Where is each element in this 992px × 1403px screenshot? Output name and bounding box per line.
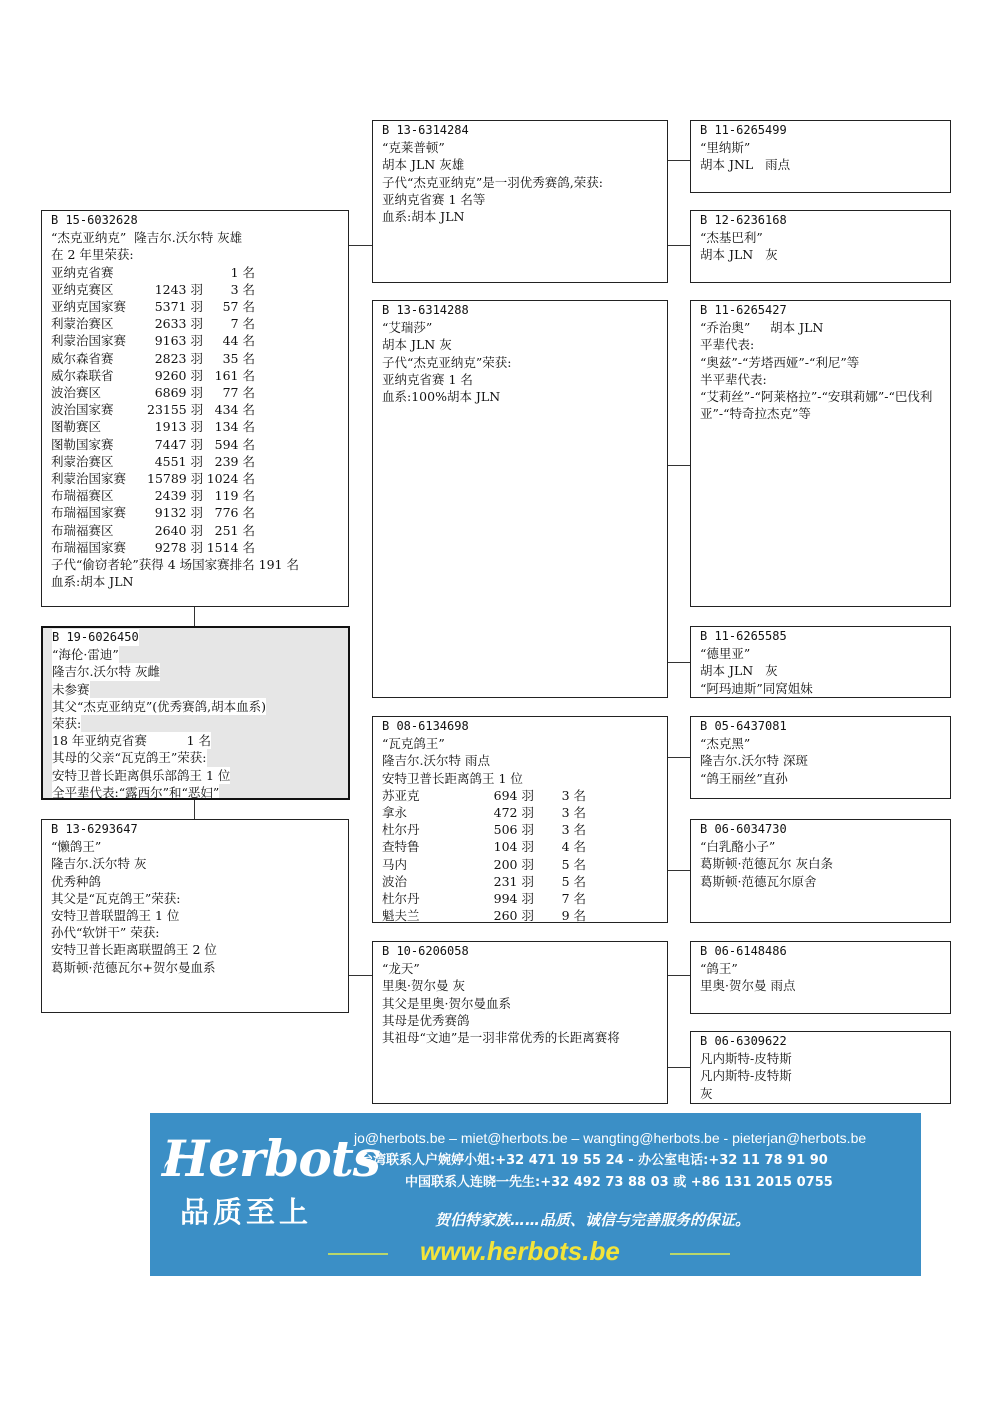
result-row (51, 470, 339, 487)
ring-number: B 13-6293647 (51, 822, 138, 836)
pedigree-ancestor-3 (690, 300, 951, 607)
race-name: 杜尔丹 (382, 822, 420, 838)
race-name: 威尔森联省 (51, 367, 114, 383)
bird-count: 472 羽 (493, 805, 534, 821)
connector-line (194, 800, 195, 819)
ring-number: B 11-6265499 (700, 123, 787, 137)
pedigree-grandsire-2 (372, 716, 668, 923)
race-name: 布瑞福国家赛 (51, 539, 127, 555)
info-line: 亚纳克省赛 1 名 (382, 371, 473, 387)
results-list (51, 264, 339, 556)
bird-name: “乔治奥” 胡本 JLN (700, 320, 824, 336)
result-row (51, 384, 339, 401)
connector-line (349, 975, 372, 976)
contact-china: 中国联系人连晓一先生:+32 492 73 88 03 或 +86 131 2015 0755 (405, 1175, 833, 1190)
info-line: 安特卫普长距离联盟鸽王 2 位 (51, 942, 217, 958)
bird-name: “白乳酪小子” (700, 839, 776, 855)
info-line: 子代“杰克亚纳克”荣获: (382, 354, 512, 370)
result-row (51, 367, 339, 384)
placing: 57 名 (222, 299, 255, 315)
race-name: 波治国家赛 (51, 402, 114, 418)
placing: 251 名 (214, 522, 255, 538)
breeder-color: 隆吉尔.沃尔特 深斑 (700, 753, 808, 769)
ring-number: B 06-6034730 (700, 822, 787, 836)
race-name: 马内 (382, 856, 408, 872)
placing: 119 名 (214, 488, 255, 504)
herbots-logo: Herbots (162, 1129, 380, 1188)
placing: 5 名 (561, 856, 586, 872)
results-list (382, 787, 658, 923)
placing: 239 名 (214, 453, 255, 469)
placing: 4 名 (561, 839, 586, 855)
contact-taiwan: 台湾联系人户婉婷小姐:+32 471 19 55 24 - 办公室电话:+32 11 78 91 90 (360, 1153, 828, 1168)
placing: 3 名 (561, 805, 586, 821)
info-line: “阿玛迪斯”同窝姐妹 (700, 680, 813, 696)
bird-name: “懒鸽王” (51, 839, 102, 855)
placing: 776 名 (214, 505, 255, 521)
connector-line (668, 1067, 690, 1068)
decorative-line (670, 1253, 730, 1255)
placing: 1024 名 (206, 471, 255, 487)
breeder-color: 里奥·贺尔曼 雨点 (700, 978, 796, 994)
ring-number: B 15-6032628 (51, 213, 138, 227)
info-line: 18 年亚纳克省赛 1 名 (52, 733, 212, 749)
connector-line (668, 245, 690, 246)
result-row (51, 522, 339, 539)
placing: 161 名 (214, 367, 255, 383)
placing: 3 名 (561, 787, 586, 803)
race-name: 布瑞福赛区 (51, 488, 114, 504)
result-row (382, 804, 658, 821)
bird-count: 1243 羽 (154, 281, 203, 297)
bird-name: “瓦克鸽王” (382, 736, 445, 752)
pedigree-ancestor-6 (690, 819, 951, 923)
breeder-line: 凡内斯特-皮特斯 (700, 1051, 792, 1067)
connector-line (349, 245, 372, 246)
connector-line (668, 160, 690, 161)
info-line: 全平辈代表:“露西尔”和“恶妇” (52, 784, 220, 800)
info-line: 其父是“瓦克鸽王”荣获: (51, 890, 181, 906)
bird-count: 1913 羽 (154, 419, 203, 435)
breeder-color: 隆吉尔.沃尔特 雨点 (382, 753, 490, 769)
info-line: 其父“杰克亚纳克”(优秀赛鸽,胡本血系) (52, 698, 267, 714)
bird-name: “杰基巴利” (700, 230, 763, 246)
bird-count: 5371 羽 (154, 299, 203, 315)
breeder-color: 隆吉尔.沃尔特 灰 (51, 856, 147, 872)
result-row (51, 436, 339, 453)
ring-number: B 10-6206058 (382, 944, 469, 958)
bird-count: 200 羽 (493, 856, 534, 872)
connector-line (668, 662, 690, 663)
placing: 44 名 (222, 333, 255, 349)
pedigree-dam (41, 819, 349, 1013)
breeder-color: 胡本 JNL 雨点 (700, 157, 791, 173)
placing: 1514 名 (206, 539, 255, 555)
bloodline: 血系:100%胡本 JLN (382, 389, 501, 405)
info-line: 其母是优秀赛鸽 (382, 1012, 470, 1028)
pedigree-sire (41, 210, 349, 607)
race-name: 亚纳克赛区 (51, 281, 114, 297)
info-line: “鸽王丽丝”直孙 (700, 770, 788, 786)
info-line: 葛斯顿·范德瓦尔原舍 (700, 873, 817, 889)
bird-name: “海伦·雷迪” (52, 647, 119, 663)
bird-name: “艾瑞莎” (382, 320, 433, 336)
info-line: 安特卫普长距离鸽王 1 位 (382, 770, 523, 786)
result-row (51, 315, 339, 332)
bird-name: “鸽王” (700, 961, 738, 977)
bird-count: 506 羽 (493, 822, 534, 838)
bird-count: 2640 羽 (154, 522, 203, 538)
color-line: 灰 (700, 1085, 713, 1101)
result-row (51, 418, 339, 435)
result-row (51, 539, 339, 556)
placing: 5 名 (561, 873, 586, 889)
result-row (51, 401, 339, 418)
email-list: jo@herbots.be – miet@herbots.be – wangting@herbots.be - pieterjan@herbots.be (354, 1130, 867, 1146)
ring-number: B 06-6148486 (700, 944, 787, 958)
info-line: 其母的父亲“瓦克鸽王”荣获: (52, 750, 207, 766)
bird-count: 9278 羽 (154, 539, 203, 555)
placing: 77 名 (222, 385, 255, 401)
ring-number: B 12-6236168 (700, 213, 787, 227)
connector-line (668, 465, 690, 466)
race-name: 利蒙治赛区 (51, 453, 114, 469)
decorative-line (328, 1253, 388, 1255)
placing: 7 名 (230, 316, 255, 332)
ring-number: B 13-6314284 (382, 123, 469, 137)
bird-count: 694 羽 (493, 787, 534, 803)
placing: 3 名 (230, 281, 255, 297)
info-line: “奥兹”-“芳塔西娅”-“利尼”等 (700, 354, 860, 370)
info-line: 荣获: (52, 716, 82, 732)
race-name: 图勒赛区 (51, 419, 102, 435)
herbots-banner (150, 1113, 921, 1276)
pedigree-granddam-2 (372, 941, 668, 1104)
ring-number: B 11-6265427 (700, 303, 787, 317)
bird-count: 6869 羽 (154, 385, 203, 401)
pedigree-grandsire-1 (372, 120, 668, 283)
info-line: 亚纳克省赛 1 名等 (382, 191, 486, 207)
connector-line (668, 975, 690, 976)
placing: 9 名 (561, 908, 586, 923)
breeder-color: 葛斯顿·范德瓦尔 灰白条 (700, 856, 833, 872)
result-row (382, 838, 658, 855)
race-name: 亚纳克国家赛 (51, 299, 127, 315)
ring-number: B 05-6437081 (700, 719, 787, 733)
bird-count: 4551 羽 (154, 453, 203, 469)
info-line: 其祖母“文迪”是一羽非常优秀的长距离赛将 (382, 1030, 620, 1046)
slogan: 品质至上 (180, 1195, 313, 1229)
race-name: 杜尔丹 (382, 891, 420, 907)
info-line: 在 2 年里荣获: (51, 247, 134, 263)
pedigree-ancestor-4 (690, 626, 951, 698)
info-line: 优秀种鸽 (51, 873, 102, 889)
breeder-line: 凡内斯特-皮特斯 (700, 1068, 792, 1084)
race-name: 利蒙治国家赛 (51, 333, 127, 349)
result-row (382, 821, 658, 838)
info-line: 安特卫普长距离俱乐部鸽王 1 位 (52, 767, 231, 783)
pedigree-granddam-1 (372, 300, 668, 698)
ring-number: B 19-6026450 (52, 629, 139, 646)
breeder-color: 胡本 JLN 灰 (700, 663, 778, 679)
info-line: 子代“偷窃者轮”获得 4 场国家赛排名 191 名 (51, 557, 299, 573)
race-name: 波治赛区 (51, 385, 102, 401)
race-name: 利蒙治国家赛 (51, 471, 127, 487)
race-name: 苏亚克 (382, 787, 420, 803)
bird-name: “杰克亚纳克” 隆吉尔.沃尔特 灰雄 (51, 230, 243, 246)
info-line: 其父是里奥·贺尔曼血系 (382, 995, 511, 1011)
bird-count: 9163 羽 (154, 333, 203, 349)
breeder-color: 隆吉尔.沃尔特 灰雌 (52, 664, 160, 680)
race-name: 波治 (382, 873, 408, 889)
bird-count: 7447 羽 (154, 436, 203, 452)
info-line: “艾莉丝”-“阿莱格拉”-“安琪莉娜”-“巴伐利亚”-“特奇拉杰克”等 (700, 389, 933, 422)
breeder-color: 胡本 JLN 灰 (382, 337, 452, 353)
bird-count: 994 羽 (493, 891, 534, 907)
bloodline: 血系:胡本 JLN (51, 574, 134, 590)
placing: 7 名 (561, 891, 586, 907)
race-name: 拿永 (382, 805, 408, 821)
race-name: 利蒙治赛区 (51, 316, 114, 332)
connector-line (668, 757, 690, 758)
bird-name: “德里亚” (700, 646, 751, 662)
race-name: 魁夫兰 (382, 908, 420, 923)
info-line: 安特卫普联盟鸽王 1 位 (51, 908, 180, 924)
result-row (382, 856, 658, 873)
bird-count: 2823 羽 (154, 350, 203, 366)
result-row (382, 907, 658, 923)
info-line: 孙代“软饼干” 荣获: (51, 925, 160, 941)
ring-number: B 08-6134698 (382, 719, 469, 733)
pedigree-ancestor-2 (690, 210, 951, 283)
bird-count: 9260 羽 (154, 367, 203, 383)
bird-name: “龙天” (382, 961, 420, 977)
bird-count (147, 264, 203, 281)
info-line: 平辈代表: (700, 337, 755, 353)
bird-name: “克莱普顿” (382, 140, 445, 156)
result-row (382, 890, 658, 907)
result-row (51, 487, 339, 504)
bird-count: 2633 羽 (154, 316, 203, 332)
bird-count: 2439 羽 (154, 488, 203, 504)
result-row (51, 264, 339, 281)
result-row (51, 350, 339, 367)
website-link[interactable]: www.herbots.be (420, 1236, 620, 1266)
breeder-color: 胡本 JLN 灰 (700, 247, 778, 263)
result-row (51, 332, 339, 349)
motto: 贺伯特家族……品质、诚信与完善服务的保证。 (435, 1211, 751, 1229)
placing: 594 名 (214, 436, 255, 452)
bird-count: 231 羽 (493, 873, 534, 889)
result-row (51, 504, 339, 521)
result-row (51, 281, 339, 298)
info-line: 未参赛 (52, 681, 90, 697)
breeder-color: 里奥·贺尔曼 灰 (382, 978, 465, 994)
bird-count: 260 羽 (493, 908, 534, 923)
info-line: 子代“杰克亚纳克”是一羽优秀赛鸽,荣获: (382, 174, 603, 190)
connector-line (668, 870, 690, 871)
placing: 3 名 (561, 822, 586, 838)
result-row (382, 787, 658, 804)
race-name: 布瑞福赛区 (51, 522, 114, 538)
race-name: 布瑞福国家赛 (51, 505, 127, 521)
race-name: 图勒国家赛 (51, 436, 114, 452)
info-line: 半平辈代表: (700, 371, 767, 387)
result-row (51, 298, 339, 315)
result-row (51, 453, 339, 470)
pedigree-ancestor-1 (690, 120, 951, 193)
bird-name: “里纳斯” (700, 140, 751, 156)
bird-count: 23155 羽 (147, 402, 204, 418)
bloodline: 血系:胡本 JLN (382, 209, 465, 225)
race-name: 亚纳克省赛 (51, 264, 114, 280)
pedigree-subject (41, 626, 350, 800)
connector-line (194, 607, 195, 626)
pedigree-ancestor-8 (690, 1031, 951, 1104)
bird-count: 15789 羽 (147, 471, 204, 487)
bird-name: “杰克黑” (700, 736, 751, 752)
pedigree-ancestor-5 (690, 716, 951, 799)
race-name: 威尔森省赛 (51, 350, 114, 366)
placing: 35 名 (222, 350, 255, 366)
result-row (382, 873, 658, 890)
bird-count: 104 羽 (493, 839, 534, 855)
placing: 134 名 (214, 419, 255, 435)
ring-number: B 06-6309622 (700, 1034, 787, 1048)
ring-number: B 13-6314288 (382, 303, 469, 317)
race-name: 查特鲁 (382, 839, 420, 855)
bird-count: 9132 羽 (154, 505, 203, 521)
breeder-color: 胡本 JLN 灰雄 (382, 157, 465, 173)
pedigree-ancestor-7 (690, 941, 951, 1014)
bloodline: 葛斯顿·范德瓦尔+贺尔曼血系 (51, 959, 216, 975)
placing: 434 名 (214, 402, 255, 418)
placing: 1 名 (230, 264, 255, 280)
ring-number: B 11-6265585 (700, 629, 787, 643)
